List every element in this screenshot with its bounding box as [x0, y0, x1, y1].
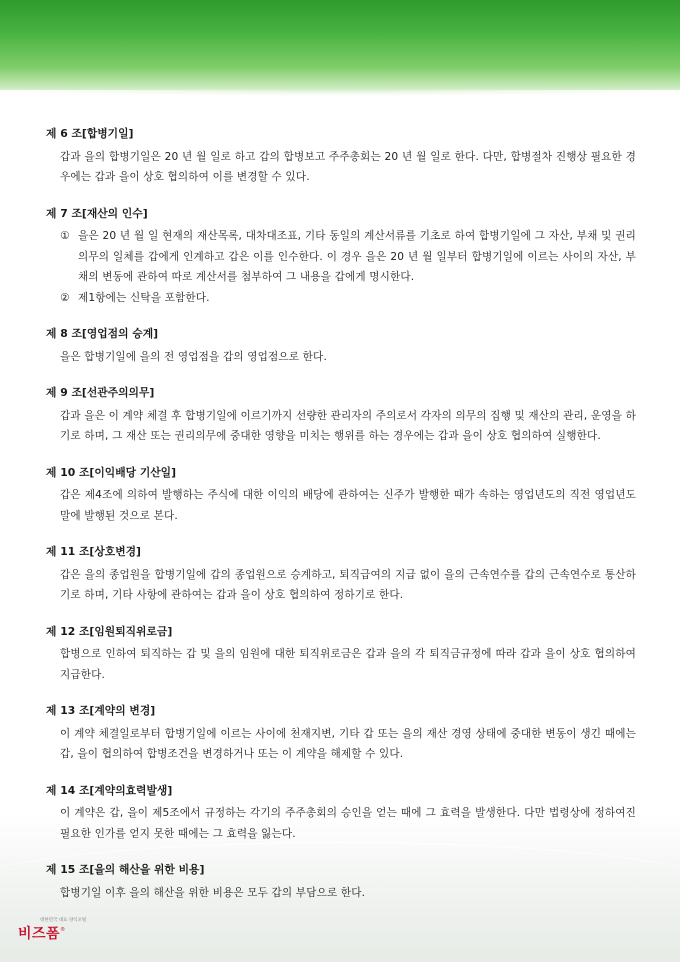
article-paragraph: 갑과 을의 합병기일은 20 년 월 일로 하고 갑의 합병보고 주주총회는 20 년 월 일로 한다. 다만, 합병절차 진행상 필요한 경우에는 갑과 을이 상호 협의하여 이를 변경할 수 있다. [60, 150, 636, 183]
article-9 [46, 383, 636, 447]
article-paragraph: 갑과 을은 이 계약 체결 후 합병기일에 이르기까지 선량한 관리자의 주의로서 각자의 의무의 집행 및 재산의 관리, 운영을 하기로 하며, 그 재산 또는 권리의무에 중대한 영향을 미치는 행위를 하는 경우에는 갑과 을이 상호 협의하여 실행한다. [60, 409, 636, 442]
article-paragraph: 합병으로 인하여 퇴직하는 갑 및 을의 임원에 대한 퇴직위로금은 갑과 을의 각 퇴직금규정에 따라 갑과 을이 상호 협의하여 지급한다. [60, 648, 636, 681]
article-title: 제 14 조[계약의효력발생] [46, 783, 173, 797]
article-item [46, 288, 636, 309]
article-title: 제 10 조[이익배당 기산일] [46, 465, 177, 479]
article-title: 제 8 조[영업점의 승계] [46, 327, 159, 340]
article-paragraph: 갑은 을의 종업원을 합병기일에 갑의 종업원으로 승계하고, 퇴직급여의 지급 없이 을의 근속연수를 갑의 근속연수로 통산하기로 하며, 기타 사항에 관하여는 갑과 을이 상호 협의하여 정하기로 한다. [60, 568, 636, 601]
registered-mark-icon: ® [60, 927, 66, 933]
document-body [46, 124, 636, 919]
article-title: 제 12 조[임원퇴직위로금] [46, 624, 173, 638]
article-title: 제 7 조[재산의 인수] [46, 206, 148, 220]
item-number: ① [60, 230, 70, 242]
header-band [0, 0, 680, 96]
article-8 [46, 324, 636, 367]
item-text: 제1항에는 신탁을 포함한다. [78, 291, 210, 304]
article-paragraph: 이 계약 체결일로부터 합병기일에 이르는 사이에 천재지변, 기타 갑 또는 을의 재산 경영 상태에 중대한 변동이 생긴 때에는 갑, 을이 협의하여 합병조건을 변경하거나 또는 이 계약을 해제할 수 있다. [60, 727, 636, 760]
article-item [46, 226, 636, 288]
article-7 [46, 204, 636, 309]
logo-wordmark: 비즈폼 [18, 926, 61, 942]
article-title: 제 15 조[을의 해산을 위한 비용] [46, 863, 205, 876]
bizforms-logo [18, 917, 87, 943]
article-paragraph: 이 계약은 갑, 을이 제5조에서 규정하는 각기의 주주총회의 승인을 얻는 때에 그 효력을 발생한다. 다만 법령상에 정하여진 필요한 인가를 얻지 못한 때에는 그 효력을 잃는다. [60, 807, 636, 840]
article-11 [46, 542, 636, 606]
article-paragraph: 합병기일 이후 을의 해산을 위한 비용은 모두 갑의 부담으로 한다. [60, 886, 366, 899]
logo-tagline: 대한민국 대표 양식포털 [40, 918, 87, 923]
article-paragraph: 갑은 제4조에 의하여 발행하는 주식에 대한 이익의 배당에 관하여는 신주가 발행한 때가 속하는 영업년도의 직전 영업년도 말에 발행된 것으로 본다. [60, 489, 636, 522]
article-title: 제 11 조[상호변경] [46, 545, 141, 558]
article-12 [46, 622, 636, 686]
article-10 [46, 463, 636, 527]
article-14 [46, 781, 636, 845]
article-title: 제 6 조[합병기일] [46, 127, 134, 140]
item-text: 을은 20 년 월 일 현재의 재산목록, 대차대조표, 기타 동일의 계산서류를 기초로 하여 합병기일에 그 자산, 부채 및 권리의무의 일체를 갑에게 인계하고 갑은 이를 인수한다. 이 경우 을은 20 년 월 일부터 합병기일에 이르는 사이의 자산, 부채의 변동에 관하여 따로 계산서를 첨부하여 그 내용을 갑에게 명시한다. [78, 230, 636, 283]
article-title: 제 9 조[선관주의의무] [46, 386, 155, 399]
article-title: 제 13 조[계약의 변경] [46, 704, 156, 717]
article-paragraph: 을은 합병기일에 을의 전 영업점을 갑의 영업점으로 한다. [60, 350, 327, 363]
article-13 [46, 701, 636, 765]
article-6 [46, 124, 636, 188]
item-number: ② [60, 291, 70, 304]
article-15 [46, 860, 636, 903]
